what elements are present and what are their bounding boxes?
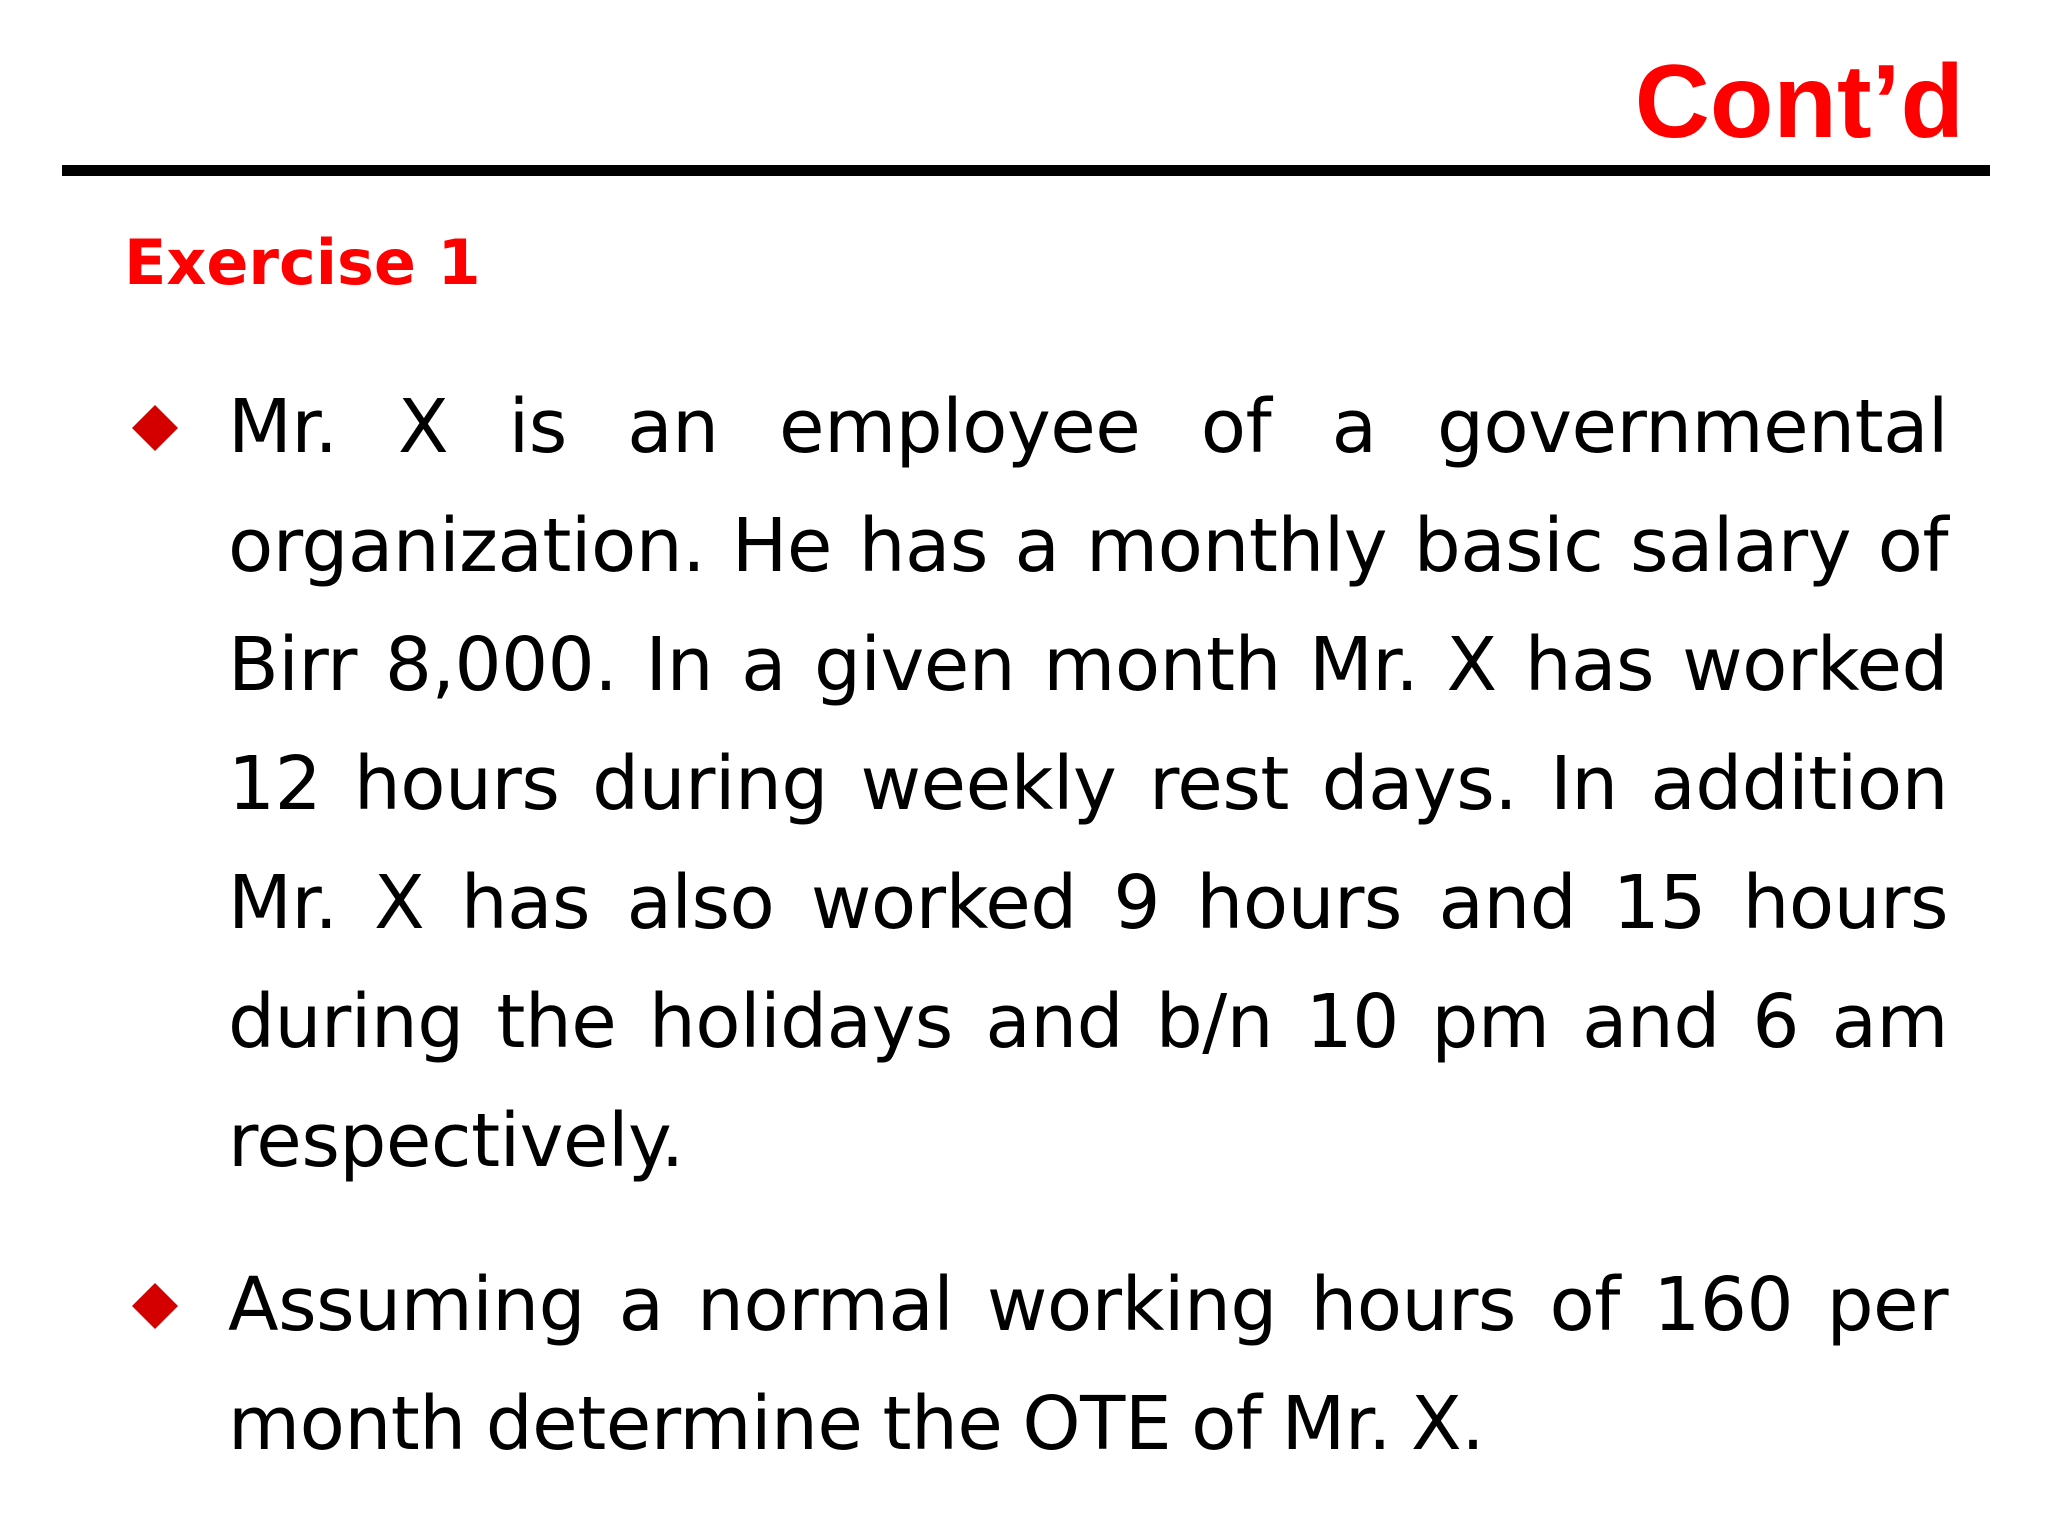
diamond-bullet-icon — [126, 1277, 184, 1335]
bullet-text: Assuming a normal working hours of 160 per month determine the OTE of Mr. X. — [228, 1262, 1948, 1467]
diamond-bullet-icon — [126, 399, 184, 457]
exercise-heading: Exercise 1 — [124, 226, 481, 299]
slide-title: Cont’d — [1634, 44, 1964, 160]
bullet-text: Mr. X is an employee of a governmental organization. He has a monthly basic salary of Birr 8,000. In a given month Mr. X has worked 12 hours during weekly rest days. In addition Mr. X has also worked 9 hours and 15 hours during the holidays and b/n 10 pm and 6 am respectively. — [228, 384, 1948, 1184]
